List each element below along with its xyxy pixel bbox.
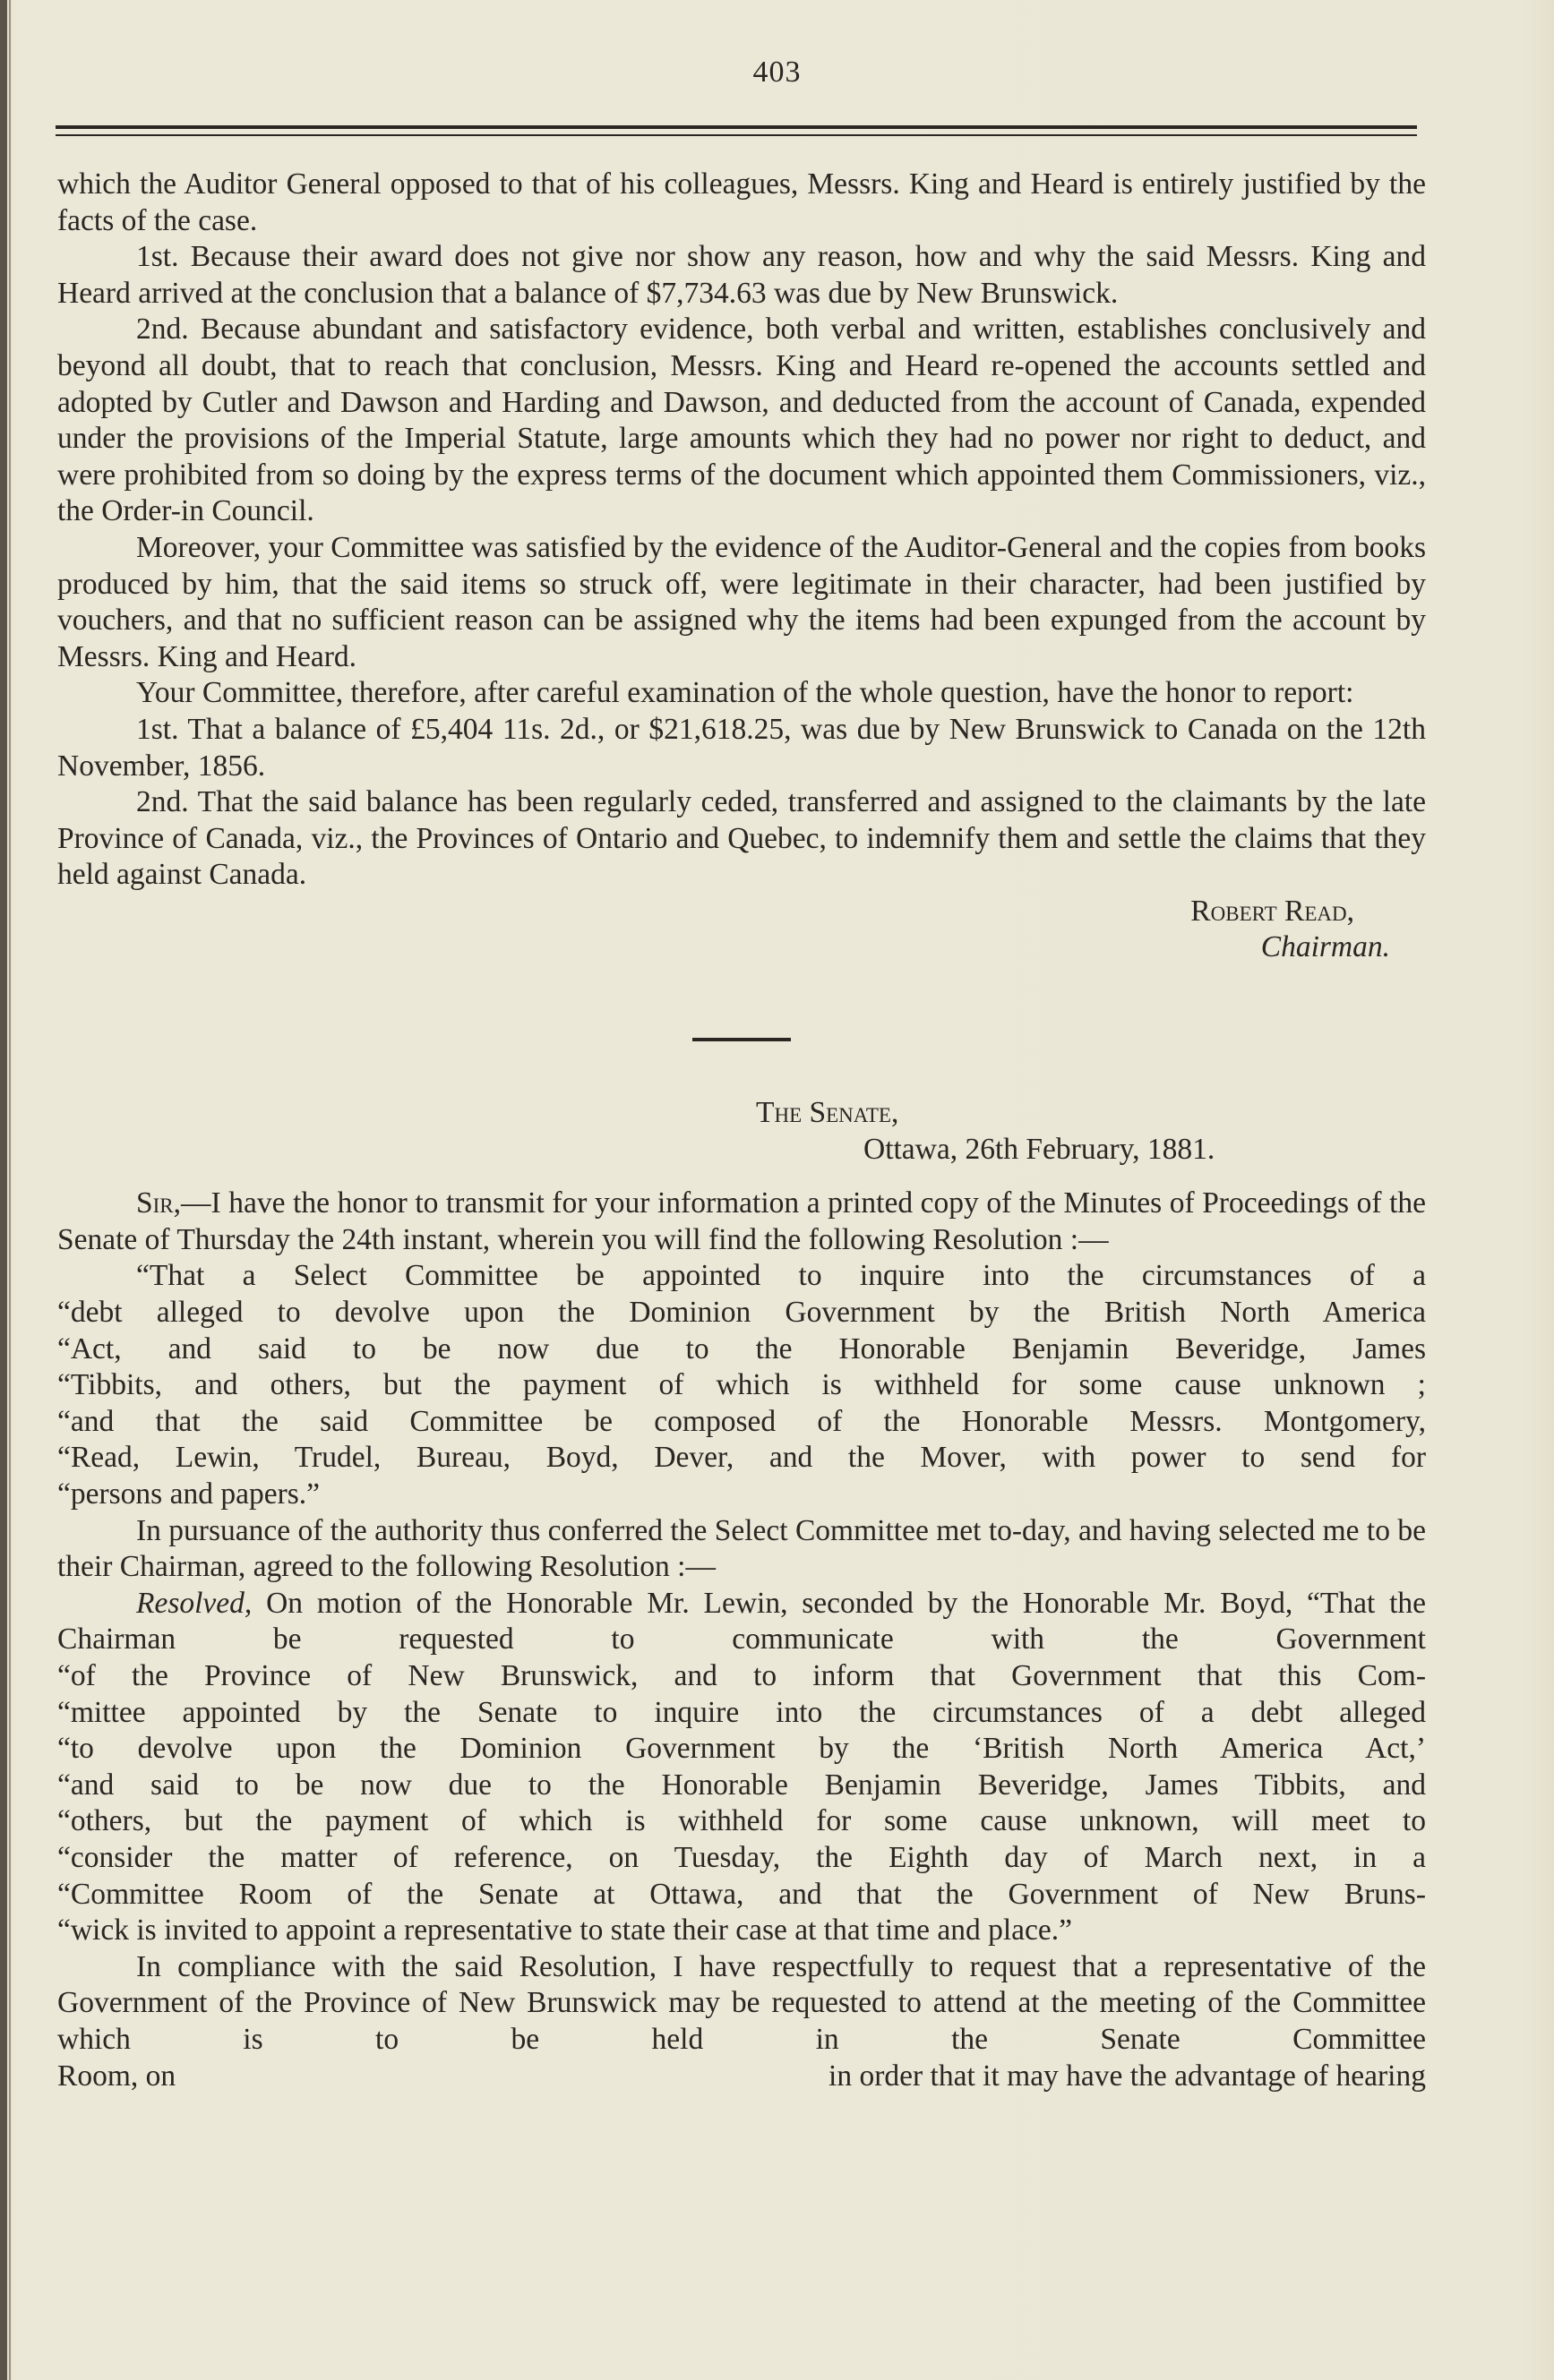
report-paragraph-7: 2nd. That the said balance has been regularly ceded, transferred and assigned to the claimants by the late Province of Canada, viz., the Provinces of Ontario and Quebec, to indemnify them and settle the claims that they held against Canada. (57, 785, 1426, 892)
resolved-label: Resolved, (136, 1586, 253, 1620)
resolved-intro: On motion of the Honorable Mr. Lewin, seconded by the Honorable Mr. Boyd, “That the Chairman be requested to communicate with the Government (57, 1586, 1426, 1657)
resolved-line-3: “to devolve upon the Dominion Government by the ‘British North America Act,’ (57, 1732, 1426, 1766)
final-line (57, 2059, 1426, 2095)
report-paragraph-6: 1st. That a balance of £5,404 11s. 2d., or $21,618.25, was due by New Brunswick to Canada on the 12th November, 1856. (57, 712, 1426, 783)
resolved-line-6: “consider the matter of reference, on Tuesday, the Eighth day of March next, in a (57, 1840, 1426, 1874)
report-paragraph-2: 1st. Because their award does not give nor show any reason, how and why the said Messrs. King and Heard arrived at the conclusion that a balance of $7,734.63 was due by New Brunswick. (57, 240, 1426, 310)
final-line-right: in order that it may have the advantage of hearing (829, 2059, 1426, 2093)
report-paragraph-5: Your Committee, therefore, after careful examination of the whole question, have the honor to report: (136, 676, 1354, 710)
resolved-line-2: “mittee appointed by the Senate to inquire into the circumstances of a debt alleged (57, 1695, 1426, 1729)
section-separator (692, 1038, 791, 1041)
resolution-line-3: “Act, and said to be now due to the Honorable Benjamin Beveridge, James (57, 1331, 1426, 1366)
resolution-line-1: “That a Select Committee be appointed to inquire into the circumstances of a (136, 1259, 1426, 1293)
resolved-line-5: “others, but the payment of which is withheld for some cause unknown, will meet to (57, 1804, 1426, 1838)
signature-name: Robert Read, (1190, 894, 1354, 928)
signature-title: Chairman. (1260, 930, 1390, 964)
letter-place-date: Ottawa, 26th February, 1881. (863, 1132, 1215, 1166)
final-line-left: Room, on (57, 2059, 176, 2093)
header-rule-thick (56, 125, 1417, 129)
resolved-paragraph (57, 1586, 1426, 1658)
page-number: 403 (752, 56, 802, 89)
resolution-line-6: “Read, Lewin, Trudel, Bureau, Boyd, Dever, and the Mover, with power to send for (57, 1441, 1426, 1475)
resolved-line-7: “Committee Room of the Senate at Ottawa, and that the Government of New Bruns- (57, 1877, 1426, 1911)
resolved-line-1: “of the Province of New Brunswick, and to inform that Government that this Com- (57, 1658, 1426, 1692)
letter-opening (57, 1186, 1426, 1258)
binding-edge-line (9, 0, 11, 2380)
page-body (57, 167, 1426, 2094)
pursuance-paragraph: In pursuance of the authority thus conferred the Select Committee met to-day, and having selected me to be their Chairman, agreed to the following Resolution :— (57, 1513, 1426, 1584)
resolved-line-8: “wick is invited to appoint a representative to state their case at that time and place.” (57, 1913, 1072, 1948)
letter-heading: The Senate, (756, 1096, 899, 1130)
resolution-line-2: “debt alleged to devolve upon the Dominion Government by the British North America (57, 1296, 1426, 1330)
binding-edge (0, 0, 7, 2380)
resolution-line-5: “and that the said Committee be composed of the Honorable Messrs. Montgomery, (57, 1404, 1426, 1438)
header-rule-thin (56, 134, 1417, 136)
report-paragraph-1: which the Auditor General opposed to that of his colleagues, Messrs. King and Heard is entirely justified by the facts of the case. (57, 167, 1426, 237)
opening-text: —I have the honor to transmit for your information a printed copy of the Minutes of Proceedings of the Senate of Thursday the 24th instant, wherein you will find the following Resolution :— (57, 1186, 1426, 1256)
resolution-line-7: “persons and papers.” (57, 1477, 321, 1511)
salutation: Sir, (136, 1186, 182, 1220)
compliance-paragraph: In compliance with the said Resolution, I have respectfully to request that a representative of the Government of the Province of New Brunswick may be requested to attend at the meeting of the Committee which is to be held in the Senate Committee (57, 1949, 1426, 2056)
report-paragraph-3: 2nd. Because abundant and satisfactory evidence, both verbal and written, establishes conclusively and beyond all doubt, that to reach that conclusion, Messrs. King and Heard re-opened the accounts settled and adopted by Cutler and Dawson and Harding and Dawson, and deducted from the account of Canada, expended under the provisions of the Imperial Statute, large amounts which they had no power nor right to deduct, and were prohibited from so doing by the express terms of the document which appointed them Commissioners, viz., the Order-in Council. (57, 312, 1426, 528)
resolution-line-4: “Tibbits, and others, but the payment of which is withheld for some cause unknown ; (57, 1368, 1426, 1402)
resolved-line-4: “and said to be now due to the Honorable Benjamin Beveridge, James Tibbits, and (57, 1768, 1426, 1802)
report-paragraph-4: Moreover, your Committee was satisfied by the evidence of the Auditor-General and the copies from books produced by him, that the said items so struck off, were legitimate in their character, had been justified by vouchers, and that no sufficient reason can be assigned why the items had been expunged from the account by Messrs. King and Heard. (57, 530, 1426, 673)
